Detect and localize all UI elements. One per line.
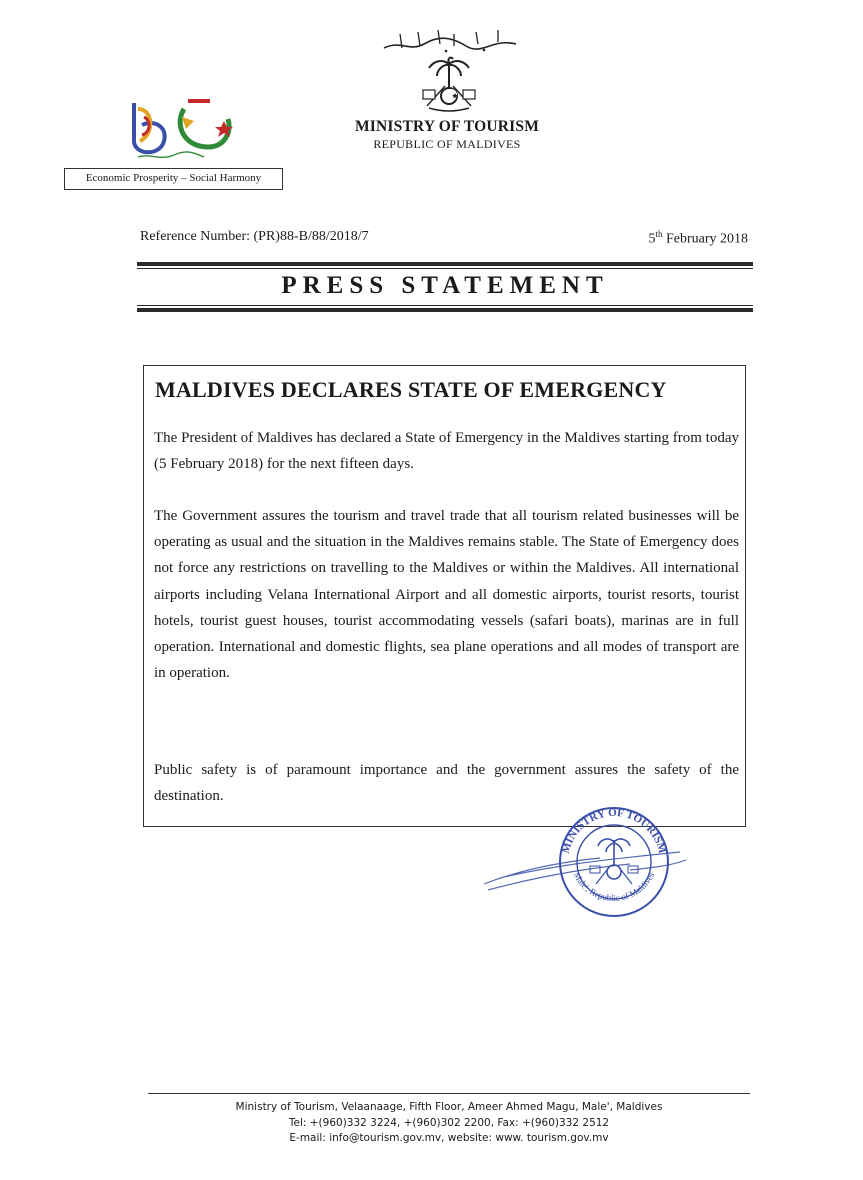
- statement-date: [648, 229, 748, 248]
- date-month-year: February 2018: [662, 231, 748, 247]
- footer-rule: [148, 1093, 750, 1094]
- bismillah-calligraphy: [380, 26, 520, 56]
- banner-bottom-rule-thin: [137, 305, 753, 306]
- statement-headline: MALDIVES DECLARES STATE OF EMERGENCY: [155, 377, 667, 402]
- official-seal-stamp: [480, 800, 690, 920]
- footer-phones: Tel: +(960)332 3224, +(960)302 2200, Fax: +(960)332 2512: [288, 1116, 610, 1129]
- date-day: 5: [648, 231, 656, 247]
- press-statement-title: PRESS STATEMENT: [281, 272, 609, 299]
- banner-top-rule-thin: [137, 268, 753, 269]
- footer-address: Ministry of Tourism, Velaanaage, Fifth Floor, Ameer Ahmed Magu, Male', Maldives: [235, 1101, 663, 1113]
- ministry-subtitle: REPUBLIC OF MALDIVES: [373, 137, 521, 151]
- statement-paragraph: The President of Maldives has declared a State of Emergency in the Maldives starting from today (5 February 2018) for the next fifteen days.: [154, 430, 739, 473]
- ministry-name: MINISTRY OF TOURISM: [354, 118, 540, 135]
- statement-paragraph: The Government assures the tourism and travel trade that all tourism related businesses will be operating as usual and the situation in the Maldives remains stable. The State of Emergency does not force any restrictions on travelling to the Maldives or within the Maldives. All international airports including Velana International Airport and all domestic airports, tourist resorts, tourist hotels, tourist guest houses, tourist accommodating vessels (safari boats), marinas are in full operation. International and domestic flights, sea plane operations and all modes of transport are in operation.: [154, 508, 739, 682]
- date-suffix: th: [655, 229, 663, 239]
- motto-box: Economic Prosperity – Social Harmony: [64, 168, 283, 190]
- fifty-years-independence-logo: [124, 95, 250, 167]
- seal-bottom-text: Male', Republic of Maldives: [571, 870, 657, 903]
- svg-text:Male', Republic of Maldives: [572, 870, 657, 903]
- seal-top-text: MINISTRY OF TOURISM: [559, 806, 669, 855]
- footer-contact: [148, 1100, 750, 1147]
- banner-top-rule: [137, 262, 753, 266]
- footer-email-website: E-mail: info@tourism.gov.mv, website: www. tourism.gov.mv: [289, 1132, 609, 1144]
- statement-paragraph: Public safety is of paramount importance and the government assures the safety of the destination.: [154, 762, 739, 805]
- national-emblem-icon: [415, 56, 483, 114]
- banner-bottom-rule: [137, 308, 753, 312]
- reference-number: Reference Number: (PR)88-B/88/2018/7: [140, 229, 369, 244]
